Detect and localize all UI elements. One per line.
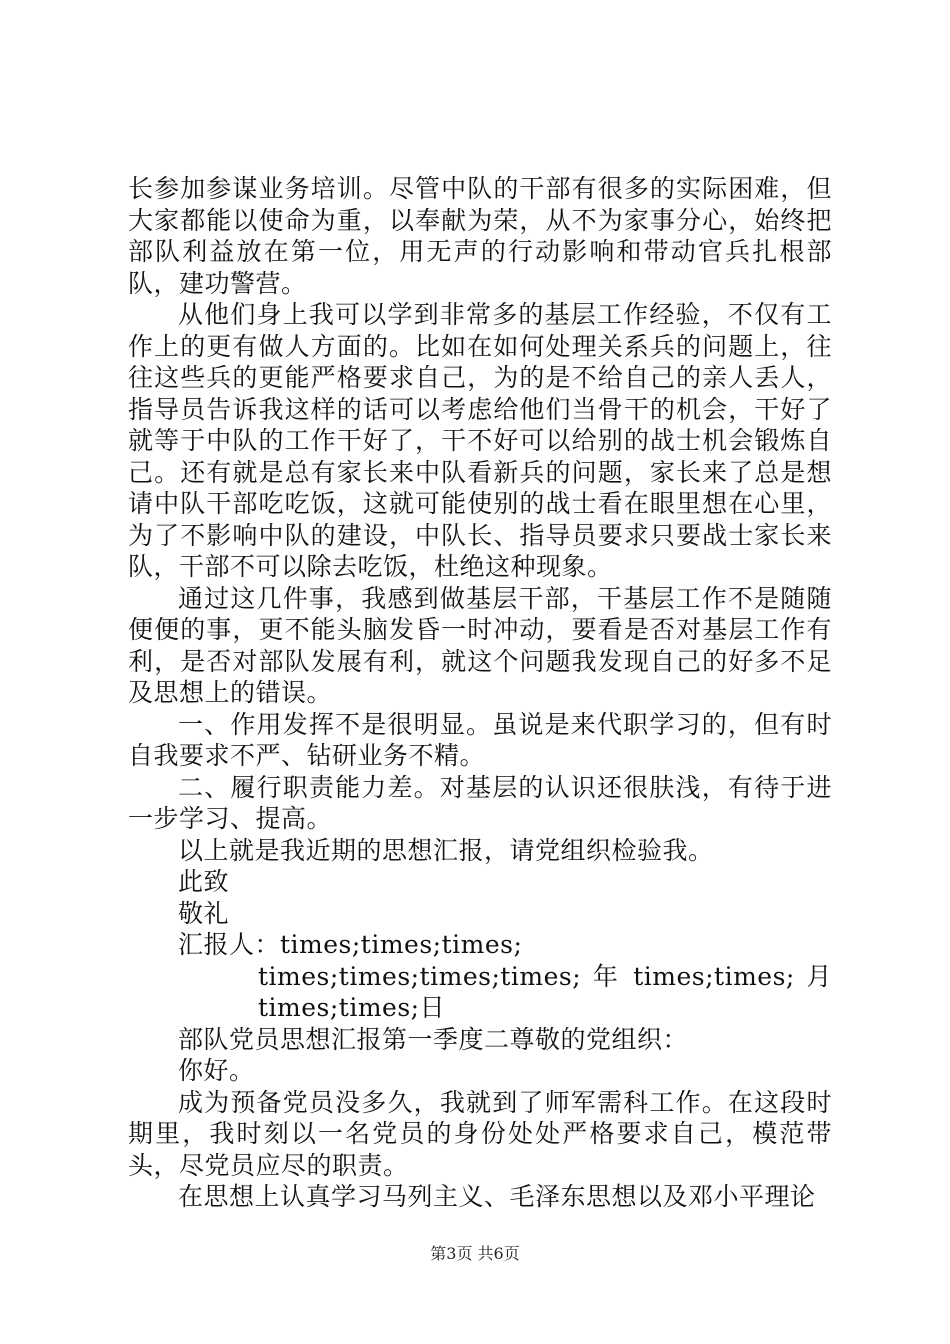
- paragraph-7: 成为预备党员没多久，我就到了师军需科工作。在这段时期里，我时刻以一名党员的身份处处严格要求自己，模范带头，尽党员应尽的职责。: [128, 1087, 832, 1180]
- paragraph-6: 以上就是我近期的思想汇报，请党组织检验我。: [178, 835, 714, 865]
- greeting: 你好。: [178, 1056, 255, 1085]
- paragraph-1: 长参加参谋业务培训。尽管中队的干部有很多的实际困难，但大家都能以使命为重，以奉献为荣，从不为家事分心，始终把部队利益放在第一位，用无声的行动影响和带动官兵扎根部队，建功警营。: [128, 174, 832, 298]
- paragraph-3: 通过这几件事，我感到做基层干部，干基层工作不是随随便便的事，更不能头脑发昏一时冲动，要看是否对基层工作有利，是否对部队发展有利，就这个问题我发现自己的好多不足及思想上的错误。: [128, 583, 832, 707]
- section-heading: 部队党员思想汇报第一季度二尊敬的党组织：: [178, 1024, 689, 1054]
- paragraph-5: 二、履行职责能力差。对基层的认识还很肤浅，有待于进一步学习、提高。: [128, 772, 832, 833]
- document-body: [128, 173, 832, 1213]
- closing-jing-li: 敬礼: [178, 898, 230, 928]
- date-line: times;times;times;times; 年 times;times; 月 times;times;日: [258, 961, 832, 1022]
- closing-ci-zhi: 此致: [178, 867, 230, 896]
- page-number: 第3页 共6页: [430, 1244, 520, 1263]
- paragraph-8: 在思想上认真学习马列主义、毛泽东思想以及邓小平理论: [178, 1182, 816, 1211]
- reporter-line: 汇报人：times;times;times;: [178, 930, 523, 959]
- paragraph-2: 从他们身上我可以学到非常多的基层工作经验，不仅有工作上的更有做人方面的。比如在如何处理关系兵的问题上，往往这些兵的更能严格要求自己，为的是不给自己的亲人丢人，指导员告诉我这样的话可以考虑给他们当骨干的机会，干好了就等于中队的工作干好了，干不好可以给别的战士机会锻炼自己。还有就是总有家长来中队看新兵的问题，家长来了总是想请中队干部吃吃饭，这就可能使别的战士看在眼里想在心里，为了不影响中队的建设，中队长、指导员要求只要战士家长来队，干部不可以除去吃饭，杜绝这种现象。: [128, 300, 832, 581]
- paragraph-4: 一、作用发挥不是很明显。虽说是来代职学习的，但有时自我要求不严、钻研业务不精。: [128, 709, 832, 770]
